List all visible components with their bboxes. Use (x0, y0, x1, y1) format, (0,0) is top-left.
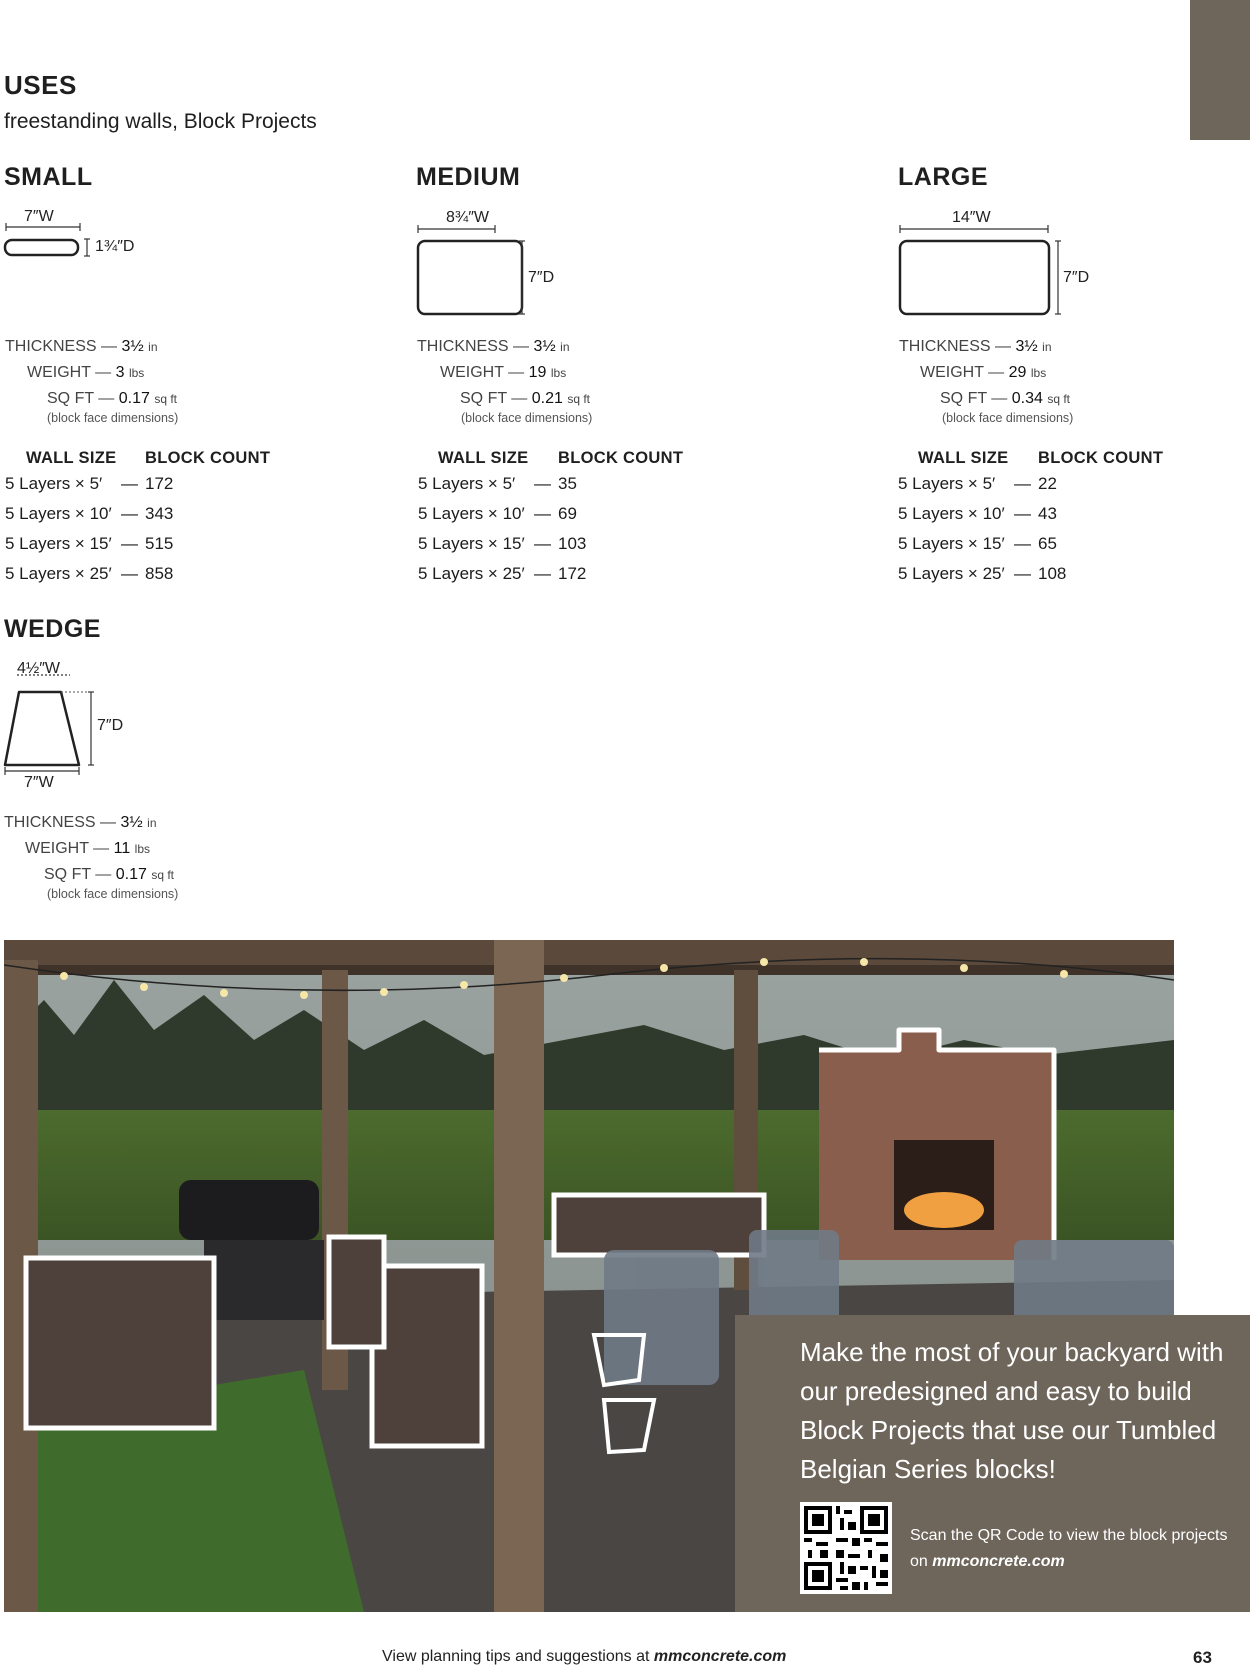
medium-weight: WEIGHT — 19 lbs (440, 364, 567, 381)
small-depth-label: 1¾″D (95, 238, 135, 255)
wedge-depth-label: 7″D (97, 717, 124, 734)
wedge-weight: WEIGHT — 11 lbs (25, 840, 151, 857)
wedge-title: WEDGE (4, 615, 101, 643)
small-sqft-note: (block face dimensions) (47, 411, 179, 425)
footer-link[interactable]: mmconcrete.com (653, 1648, 787, 1665)
large-weight: WEIGHT — 29 lbs (920, 364, 1047, 381)
large-thickness: THICKNESS — 3½ in (899, 338, 1052, 355)
page-number: 63 (1193, 1648, 1212, 1667)
qr-caption: Scan the QR Code to view the block projects on mmconcrete.com (910, 1527, 1228, 1570)
small-block-count-header: BLOCK COUNT (145, 449, 271, 467)
medium-width-label: 8¾″W (446, 209, 490, 226)
large-block-count-header: BLOCK COUNT (1038, 449, 1164, 467)
wedge-bottom-width-label: 7″W (24, 774, 54, 791)
large-wall-size-header: WALL SIZE (918, 449, 1009, 467)
large-sqft-note: (block face dimensions) (942, 411, 1074, 425)
promo-text: Make the most of your backyard with our predesigned and easy to build Block Projects that use our Tumbled Belgian Series blocks! (800, 1337, 1224, 1484)
medium-thickness: THICKNESS — 3½ in (417, 338, 570, 355)
large-depth-label: 7″D (1063, 269, 1090, 286)
footer-text: View planning tips and suggestions at mmconcrete.com (382, 1648, 787, 1665)
qr-code-icon[interactable] (800, 1502, 892, 1594)
large-sqft: SQ FT — 0.34 sq ft (940, 390, 1070, 407)
small-width-label: 7″W (24, 208, 54, 225)
small-wall-size-header: WALL SIZE (26, 449, 117, 467)
medium-wall-size-header: WALL SIZE (438, 449, 529, 467)
small-weight: WEIGHT — 3 lbs (27, 364, 145, 381)
wedge-sqft: SQ FT — 0.17 sq ft (44, 866, 174, 883)
uses-text: freestanding walls, Block Projects (4, 110, 317, 133)
wedge-block-outline-icon (0, 665, 110, 780)
qr-link[interactable]: mmconcrete.com (932, 1553, 1065, 1570)
large-table: 5 Layers × 5′ — 22 5 Layers × 10′ — 43 5 Layers × 15′ — 65 5 Layers × 25′ — 108 (898, 474, 1067, 583)
wedge-sqft-note: (block face dimensions) (47, 887, 179, 901)
medium-table: 5 Layers × 5′ — 35 5 Layers × 10′ — 69 5 Layers × 15′ — 103 5 Layers × 25′ — 172 (418, 474, 587, 583)
large-width-label: 14″W (952, 209, 991, 226)
small-sqft: SQ FT — 0.17 sq ft (47, 390, 177, 407)
large-title: LARGE (898, 163, 988, 191)
small-thickness: THICKNESS — 3½ in (5, 338, 158, 355)
wedge-top-width-label: 4½″W (17, 660, 61, 677)
promo-box (735, 1315, 1250, 1612)
wedge-thickness: THICKNESS — 3½ in (4, 814, 157, 831)
medium-block-count-header: BLOCK COUNT (558, 449, 684, 467)
medium-depth-label: 7″D (528, 269, 555, 286)
medium-sqft: SQ FT — 0.21 sq ft (460, 390, 590, 407)
medium-sqft-note: (block face dimensions) (461, 411, 593, 425)
small-title: SMALL (4, 163, 93, 191)
uses-heading: USES (4, 70, 77, 100)
medium-title: MEDIUM (416, 163, 521, 191)
corner-color-tab (1190, 0, 1250, 140)
small-table: 5 Layers × 5′ — 172 5 Layers × 10′ — 343 5 Layers × 15′ — 515 5 Layers × 25′ — 858 (5, 474, 174, 583)
